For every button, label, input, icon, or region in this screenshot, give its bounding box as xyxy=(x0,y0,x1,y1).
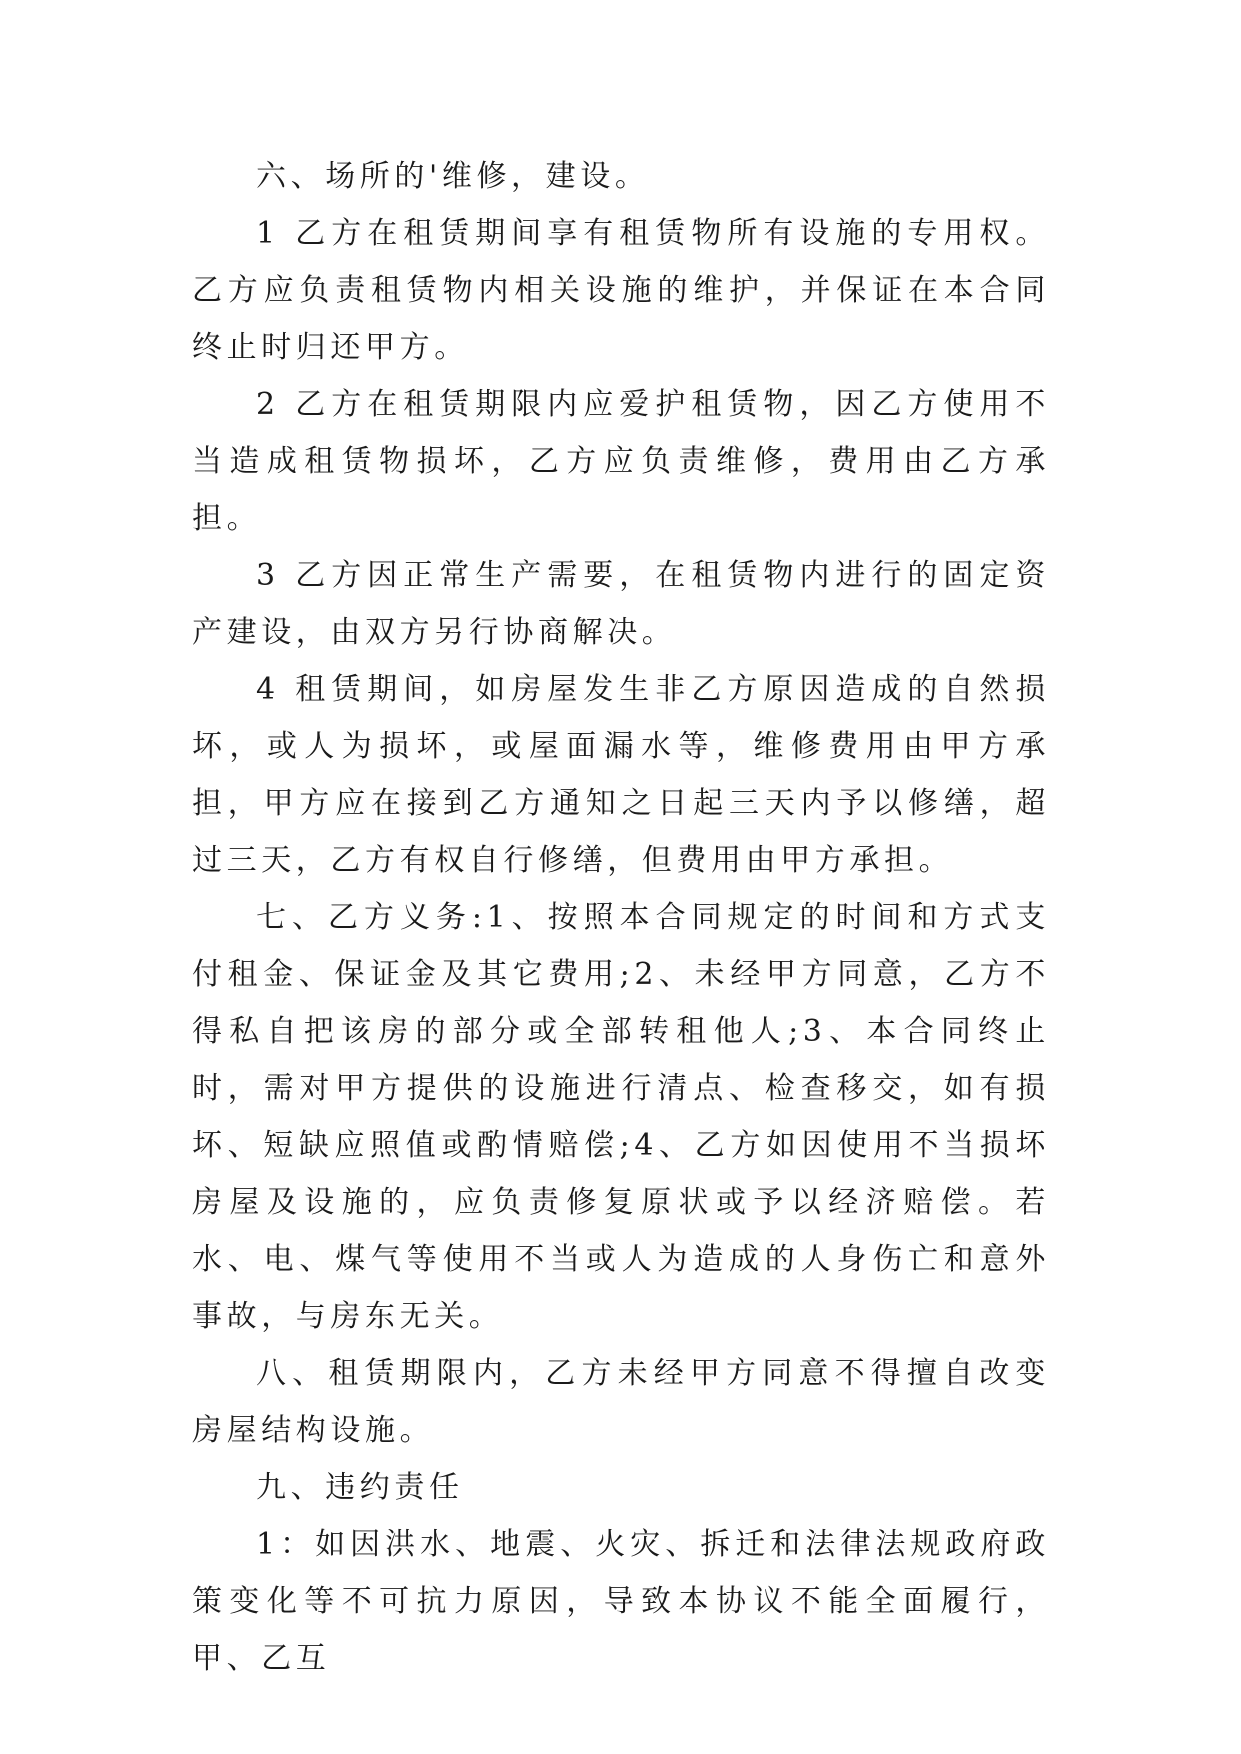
document-body xyxy=(192,148,1050,1687)
section-heading-liability: 九、违约责任 xyxy=(256,1470,464,1505)
clause-paragraph: 2 乙方在租赁期限内应爱护租赁物，因乙方使用不当造成租赁物损坏，乙方应负责维修，费用由乙方承担。 xyxy=(192,387,1050,536)
clause-paragraph: 1 乙方在租赁期间享有租赁物所有设施的专用权。乙方应负责租赁物内相关设施的维护，并保证在本合同终止时归还甲方。 xyxy=(192,216,1050,365)
clause-paragraph: 3 乙方因正常生产需要，在租赁物内进行的固定资产建设，由双方另行协商解决。 xyxy=(192,558,1050,650)
clause-paragraph: 4 租赁期间，如房屋发生非乙方原因造成的自然损坏，或人为损坏，或屋面漏水等，维修费用由甲方承担，甲方应在接到乙方通知之日起三天内予以修缮，超过三天，乙方有权自行修缮，但费用由甲方承担。 xyxy=(192,672,1050,878)
section-paragraph-structure: 八、租赁期限内，乙方未经甲方同意不得擅自改变房屋结构设施。 xyxy=(192,1356,1050,1448)
section-paragraph-obligations: 七、乙方义务:1、按照本合同规定的时间和方式支付租金、保证金及其它费用;2、未经甲方同意，乙方不得私自把该房的部分或全部转租他人;3、本合同终止时，需对甲方提供的设施进行清点、检查移交，如有损坏、短缺应照值或酌情赔偿;4、乙方如因使用不当损坏房屋及设施的，应负责修复原状或予以经济赔偿。若水、电、煤气等使用不当或人为造成的人身伤亡和意外事故，与房东无关。 xyxy=(192,900,1050,1334)
section-heading-repair: 六、场所的'维修，建设。 xyxy=(256,159,650,194)
clause-paragraph: 1：如因洪水、地震、火灾、拆迁和法律法规政府政策变化等不可抗力原因，导致本协议不能全面履行，甲、乙互 xyxy=(192,1527,1050,1676)
